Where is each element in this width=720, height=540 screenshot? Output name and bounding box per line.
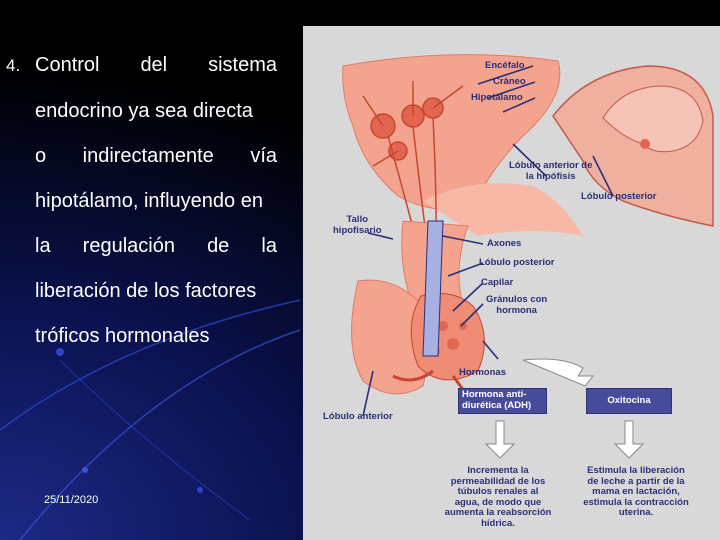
effect-adh: Incrementa la permeabilidad de los túbulos renales al agua, de modo que aumenta la reabsorción hídrica.: [444, 465, 552, 529]
down-arrow-oxitocina: [615, 421, 643, 458]
effect-oxitocina: Estimula la liberación de leche a partir de la mama en lactación, estimula la contracción uterina.: [583, 465, 689, 518]
paragraph-line-2: endocrino ya sea directa: [35, 100, 253, 122]
word: sistema: [208, 54, 277, 76]
word: o: [35, 145, 47, 167]
paragraph-line-6: liberación de los factores: [35, 280, 257, 302]
label-encefalo: Encéfalo: [485, 60, 525, 71]
slide-date: 25/11/2020: [44, 494, 99, 506]
word: regulación: [82, 235, 175, 257]
word: Control: [35, 54, 100, 76]
label-hipotalamo: Hipotálamo: [471, 92, 523, 103]
word: la: [261, 235, 277, 257]
label-tallo-hipofisario: Tallo hipofisario: [333, 214, 382, 236]
hypophysis-small: [640, 139, 650, 149]
label-hormonas: Hormonas: [459, 367, 506, 378]
word: indirectamente: [82, 145, 214, 167]
pituitary-figure: [303, 26, 720, 540]
label-axones: Axones: [487, 238, 522, 249]
paragraph-line-5: [35, 235, 277, 258]
bullet-number: 4.: [6, 56, 21, 75]
paragraph-line-7: tróficos hormonales: [35, 325, 210, 347]
label-lobulo-anterior-hipofisis: Lóbulo anterior de la hipófisis: [509, 160, 593, 182]
label-granulos: Gránulos con hormona: [486, 294, 548, 316]
label-lobulo-anterior: Lóbulo anterior: [323, 411, 393, 422]
word: la: [35, 235, 51, 257]
hollow-arrow: [523, 359, 593, 386]
label-lobulo-posterior-top: Lóbulo posterior: [581, 191, 657, 202]
down-arrow-adh: [486, 421, 514, 458]
word: del: [140, 54, 168, 76]
label-craneo: Cráneo: [493, 76, 526, 87]
hormone-box-adh: Hormona anti- diurética (ADH): [458, 388, 547, 414]
head-outline: [553, 66, 713, 226]
label-lobulo-posterior: Lóbulo posterior: [479, 257, 555, 268]
label-capilar: Capilar: [481, 277, 514, 288]
paragraph-line-3: [35, 145, 277, 168]
hormone-box-oxitocina: Oxitocina: [586, 388, 672, 414]
paragraph-line-4: hipotálamo, influyendo en: [35, 190, 263, 212]
word: vía: [250, 145, 277, 167]
word: de: [207, 235, 230, 257]
paragraph-line-1: [35, 54, 277, 77]
